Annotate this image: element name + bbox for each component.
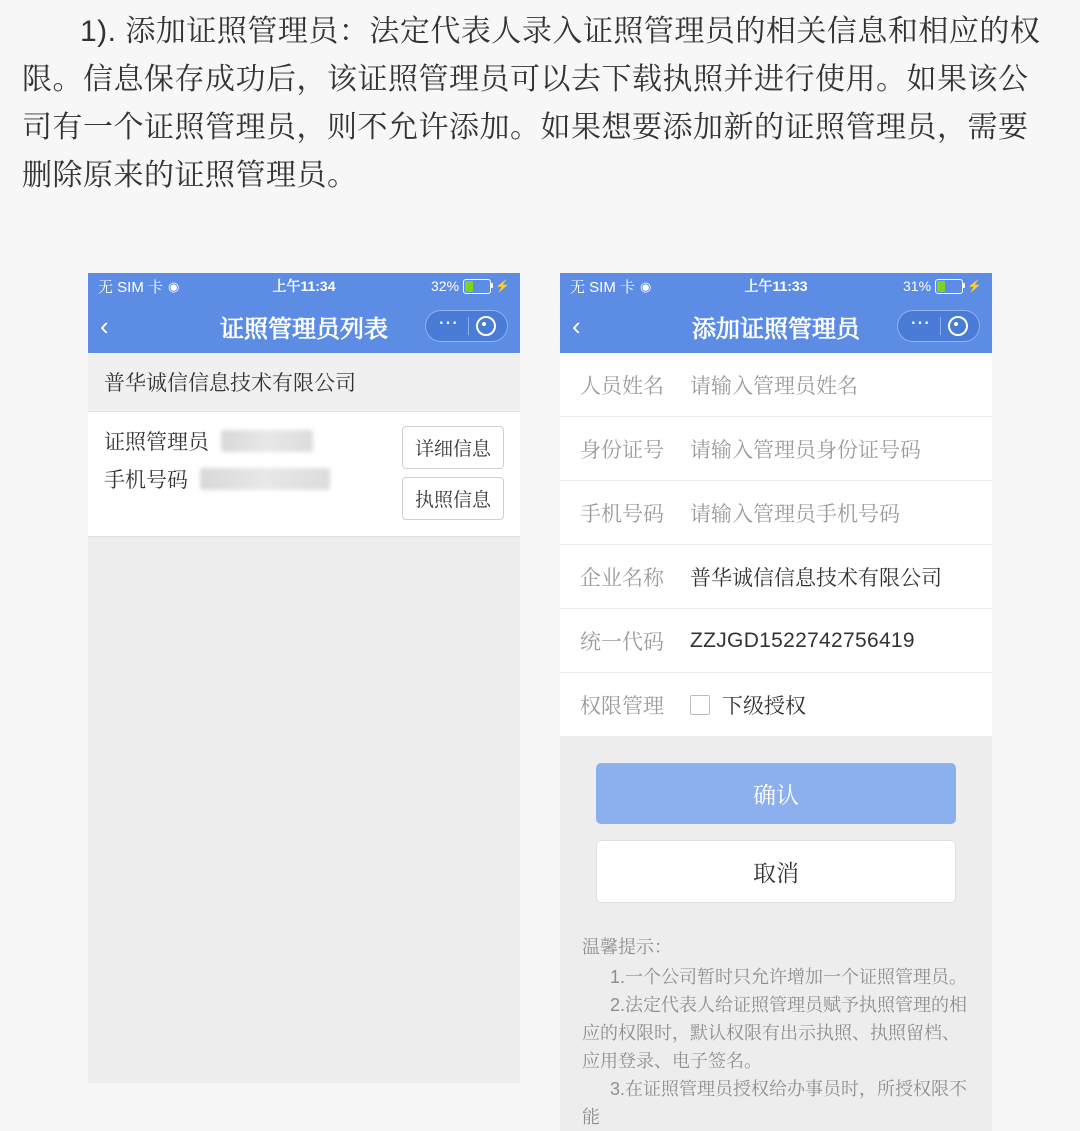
target-circle-icon[interactable]: [469, 316, 503, 336]
back-button[interactable]: ‹: [100, 311, 109, 341]
admin-name-label: 证照管理员: [104, 431, 209, 454]
form-row-idcard[interactable]: [560, 417, 992, 481]
status-bar-add: [560, 273, 992, 299]
confirm-button[interactable]: 确认: [596, 763, 956, 824]
label-permission: 权限管理: [580, 694, 664, 718]
battery-icon: [463, 279, 491, 294]
admin-phone-row: [104, 464, 402, 494]
detail-info-button[interactable]: 详细信息: [402, 426, 504, 469]
input-name[interactable]: 请输入管理员姓名: [690, 374, 858, 398]
checkbox-label-sub-authorization: 下级授权: [722, 694, 806, 718]
carrier-label: 无 SIM 卡: [570, 278, 636, 296]
checkbox-sub-authorization[interactable]: [690, 695, 710, 715]
label-name: 人员姓名: [580, 374, 664, 398]
status-left-list: [98, 276, 179, 297]
tips-item-2: 2.法定代表人给证照管理员赋予执照管理的相应的权限时，默认权限有出示执照、执照留档、应用登录、电子签名。: [582, 995, 968, 1071]
screenshot-pair: [0, 273, 1080, 1127]
carrier-label: 无 SIM 卡: [98, 278, 164, 296]
status-time: 上午11:34: [272, 278, 336, 294]
tips-title: 温馨提示：: [582, 937, 672, 957]
value-unified-code: ZZJGD1522742756419: [690, 628, 915, 652]
cancel-button[interactable]: 取消: [596, 840, 956, 903]
admin-phone-label: 手机号码: [104, 469, 188, 492]
capsule-buttons-add[interactable]: [897, 310, 980, 342]
form-row-phone[interactable]: [560, 481, 992, 545]
admin-name-masked-value: [221, 430, 313, 452]
phone-screenshot-list: [88, 273, 520, 1083]
tips-section: [560, 925, 992, 1131]
status-left-add: [570, 276, 651, 297]
form-buttons: [560, 737, 992, 925]
input-phone[interactable]: 请输入管理员手机号码: [690, 502, 900, 526]
admin-fields: [104, 426, 402, 502]
phone-screenshot-add: [560, 273, 992, 1127]
battery-icon: [935, 279, 963, 294]
page-title-add: 添加证照管理员: [692, 315, 860, 343]
admin-name-row: [104, 426, 402, 456]
label-idcard: 身份证号: [580, 438, 664, 462]
page-paragraph: 1). 添加证照管理员：法定代表人录入证照管理员的相关信息和相应的权限。信息保存成功后，该证照管理员可以去下载执照并进行使用。如果该公司有一个证照管理员，则不允许添加。如果想要添加新的证照管理员，需要删除原来的证照管理员。: [22, 15, 1041, 192]
page-title-list: 证照管理员列表: [220, 315, 388, 343]
status-right-list: [431, 278, 510, 294]
admin-action-buttons: [402, 426, 504, 520]
wifi-icon: ◉: [640, 278, 652, 294]
form-row-name[interactable]: [560, 353, 992, 417]
capsule-buttons-list[interactable]: [425, 310, 508, 342]
back-button[interactable]: ‹: [572, 311, 581, 341]
tips-item-1: 1.一个公司暂时只允许增加一个证照管理员。: [610, 967, 968, 987]
admin-list-item[interactable]: [88, 412, 520, 537]
battery-percent-label: 32%: [431, 278, 460, 294]
permission-checkbox-group[interactable]: [690, 690, 806, 720]
label-unified-code: 统一代码: [580, 630, 664, 654]
license-info-button[interactable]: 执照信息: [402, 477, 504, 520]
more-dots-icon[interactable]: ⋯: [438, 312, 460, 334]
company-name-bar: 普华诚信信息技术有限公司: [88, 353, 520, 412]
label-company: 企业名称: [580, 566, 664, 590]
form-row-company: [560, 545, 992, 609]
lightning-bolt-icon: ⚡: [967, 279, 982, 293]
battery-percent-label: 31%: [903, 278, 932, 294]
input-idcard[interactable]: 请输入管理员身份证号码: [690, 438, 921, 462]
target-circle-icon[interactable]: [941, 316, 975, 336]
nav-bar-list: [88, 299, 520, 353]
nav-bar-add: [560, 299, 992, 353]
tips-item-3: 3.在证照管理员授权给办事员时，所授权限不能: [582, 1079, 968, 1127]
status-time: 上午11:33: [744, 278, 808, 294]
lightning-bolt-icon: ⚡: [495, 279, 510, 293]
form-row-unified-code: [560, 609, 992, 673]
admin-phone-masked-value: [200, 468, 330, 490]
label-phone: 手机号码: [580, 502, 664, 526]
status-right-add: [903, 278, 982, 294]
form-row-permission[interactable]: [560, 673, 992, 737]
value-company: 普华诚信信息技术有限公司: [690, 566, 942, 590]
wifi-icon: ◉: [168, 278, 180, 294]
more-dots-icon[interactable]: ⋯: [910, 312, 932, 334]
status-bar-list: [88, 273, 520, 299]
